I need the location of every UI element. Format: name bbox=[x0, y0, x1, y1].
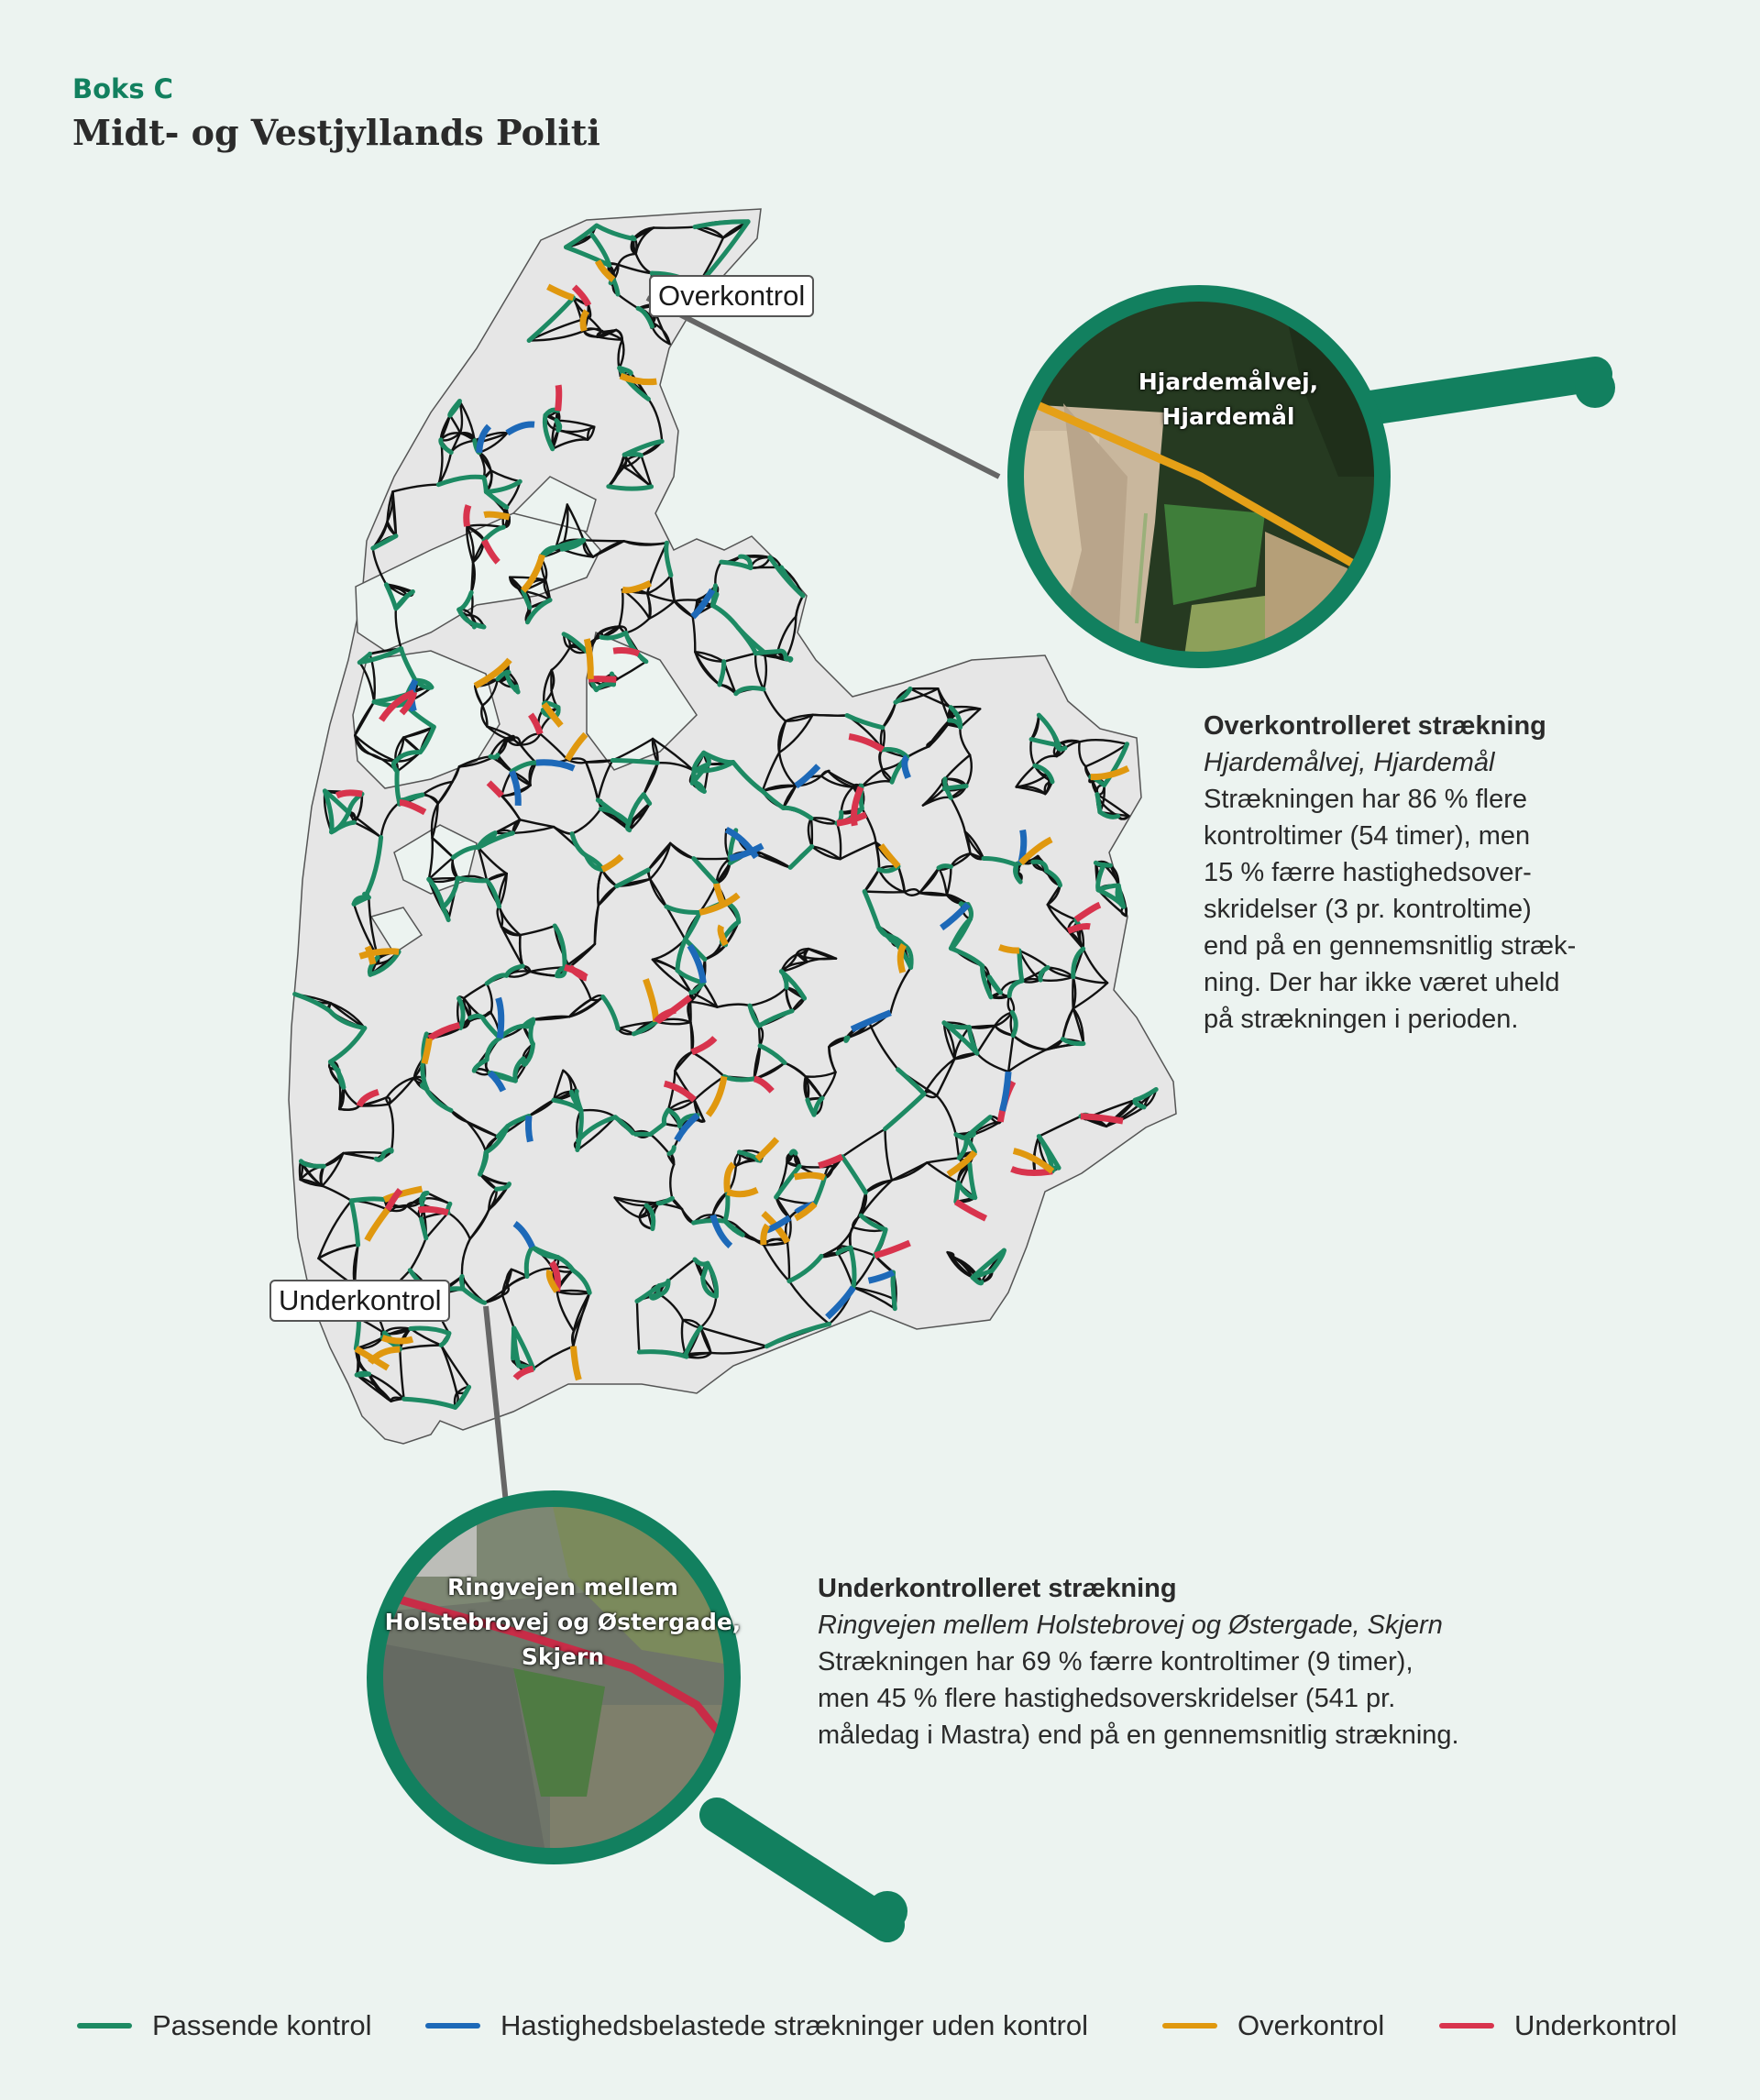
overkontrol-heading: Overkontrolleret strækning bbox=[1204, 711, 1546, 741]
lens-under-caption-line2: Holstebrovej og Østergade, bbox=[384, 1609, 742, 1635]
legend-label: Overkontrol bbox=[1238, 2009, 1385, 2041]
over-pointer bbox=[647, 298, 999, 477]
overkontrol-text-7: på strækningen i perioden. bbox=[1204, 1005, 1519, 1034]
legend-item-hastighed bbox=[425, 2007, 1088, 2044]
underkontrol-text-2: men 45 % flere hastighedsoverskridelser (541 pr. bbox=[818, 1684, 1396, 1713]
legend-label: Underkontrol bbox=[1514, 2009, 1678, 2041]
underkontrol-location: Ringvejen mellem Holstebrovej og Østergade, Skjern bbox=[818, 1611, 1443, 1640]
lens-over-caption bbox=[1082, 365, 1375, 434]
page-title: Midt- og Vestjyllands Politi bbox=[72, 112, 600, 153]
legend-item-underkontrol bbox=[1439, 2007, 1677, 2044]
eyebrow: Boks C bbox=[72, 73, 173, 104]
overkontrol-text-5: end på en gennemsnitlig stræk- bbox=[1204, 931, 1577, 961]
magnifier-overkontrol bbox=[1008, 284, 1615, 669]
lens-under-caption bbox=[380, 1570, 746, 1675]
overkontrol-text-3: 15 % færre hastighedsover- bbox=[1204, 858, 1532, 887]
legend-item-overkontrol bbox=[1162, 2007, 1384, 2044]
overkontrol-location: Hjardemålvej, Hjardemål bbox=[1204, 748, 1495, 777]
underkontrol-callout-label: Underkontrol bbox=[270, 1280, 450, 1322]
lens-under-caption-line1: Ringvejen mellem bbox=[447, 1574, 678, 1600]
legend-swatch bbox=[425, 2023, 480, 2029]
overkontrol-text-6: ning. Der har ikke været uheld bbox=[1204, 968, 1560, 997]
legend-item-passende bbox=[77, 2007, 372, 2044]
legend-swatch bbox=[77, 2023, 132, 2029]
underkontrol-text-3: måledag i Mastra) end på en gennemsnitlig strækning. bbox=[818, 1721, 1459, 1750]
overkontrol-callout-label: Overkontrol bbox=[649, 275, 814, 317]
overkontrol-text-4: skridelser (3 pr. kontroltime) bbox=[1204, 895, 1532, 924]
lens-under-caption-line3: Skjern bbox=[521, 1644, 605, 1670]
legend-label: Hastighedsbelastede strækninger uden kontrol bbox=[500, 2009, 1089, 2041]
lens-over-caption-line2: Hjardemål bbox=[1161, 403, 1295, 430]
underkontrol-heading: Underkontrolleret strækning bbox=[818, 1574, 1177, 1603]
legend bbox=[0, 2007, 1760, 2044]
overkontrol-text-1: Strækningen har 86 % flere bbox=[1204, 785, 1528, 814]
lens-over-caption-line1: Hjardemålvej, bbox=[1138, 368, 1319, 395]
legend-swatch bbox=[1439, 2023, 1494, 2029]
overkontrol-text-2: kontroltimer (54 timer), men bbox=[1204, 821, 1531, 851]
legend-label: Passende kontrol bbox=[152, 2009, 372, 2041]
overkontrol-description bbox=[1204, 708, 1662, 1038]
legend-swatch bbox=[1162, 2023, 1217, 2029]
underkontrol-text-1: Strækningen har 69 % færre kontroltimer (9 timer), bbox=[818, 1647, 1414, 1677]
underkontrol-description bbox=[818, 1570, 1551, 1754]
